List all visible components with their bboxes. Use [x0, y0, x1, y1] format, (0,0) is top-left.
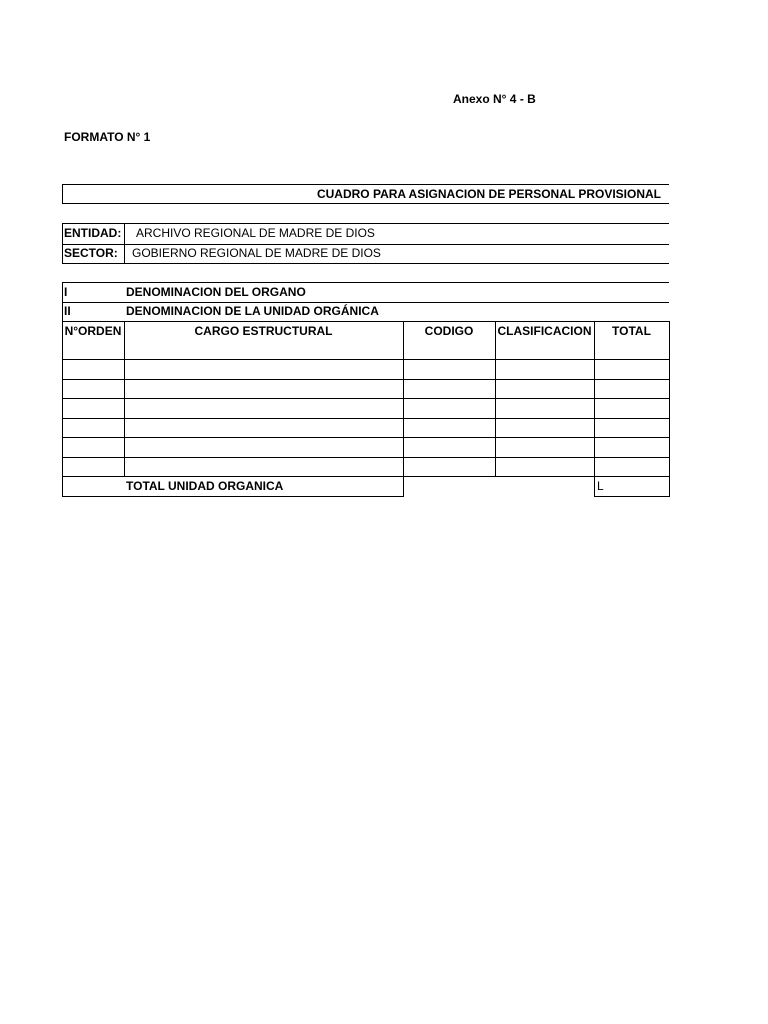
title-box — [62, 184, 669, 204]
organ-row1-number: I — [64, 285, 68, 299]
entity-col-divider — [124, 224, 125, 264]
entity-block — [62, 224, 669, 264]
col-header-classification: CLASIFICACION — [497, 324, 592, 338]
total-row-label: TOTAL UNIDAD ORGANICA — [126, 479, 284, 493]
document-title: CUADRO PARA ASIGNACION DE PERSONAL PROVISIONAL — [316, 187, 661, 201]
row-line-4 — [62, 437, 670, 438]
col-line-0 — [62, 321, 63, 497]
row-line-5 — [62, 457, 670, 458]
entity-label: ENTIDAD: — [64, 226, 122, 240]
entity-left-border — [62, 224, 63, 264]
staff-table — [62, 321, 670, 497]
col-line-5 — [669, 321, 670, 497]
col-line-1 — [124, 321, 125, 476]
col-header-order: N°ORDEN — [64, 324, 122, 338]
sector-value: GOBIERNO REGIONAL DE MADRE DE DIOS — [132, 246, 381, 260]
col-header-total: TOTAL — [612, 324, 651, 338]
col-line-3 — [495, 321, 496, 476]
col-line-2 — [403, 321, 404, 497]
row-line-3 — [62, 418, 670, 419]
row-line-2 — [62, 398, 670, 399]
format-label: FORMATO N° 1 — [64, 130, 151, 144]
organ-row1-label: DENOMINACION DEL ORGANO — [126, 285, 306, 299]
total-bottom-left — [62, 496, 404, 497]
organ-block — [62, 283, 669, 323]
organ-row2-number: II — [64, 304, 71, 318]
organ-row2-label: DENOMINACION DE LA UNIDAD ORGÁNICA — [126, 304, 379, 318]
col-header-code: CODIGO — [424, 324, 474, 338]
col-line-4 — [594, 321, 595, 497]
sector-label: SECTOR: — [64, 246, 118, 260]
entity-bottom-line — [62, 263, 669, 264]
total-bottom-right — [594, 496, 670, 497]
organ-left-border — [62, 283, 63, 323]
row-line-1 — [62, 379, 670, 380]
header-bottom-line — [62, 359, 670, 360]
total-row-value: L — [597, 479, 604, 493]
col-header-position: CARGO ESTRUCTURAL — [194, 324, 333, 338]
annex-label: Anexo N° 4 - B — [453, 92, 536, 106]
entity-value: ARCHIVO REGIONAL DE MADRE DE DIOS — [136, 226, 375, 240]
